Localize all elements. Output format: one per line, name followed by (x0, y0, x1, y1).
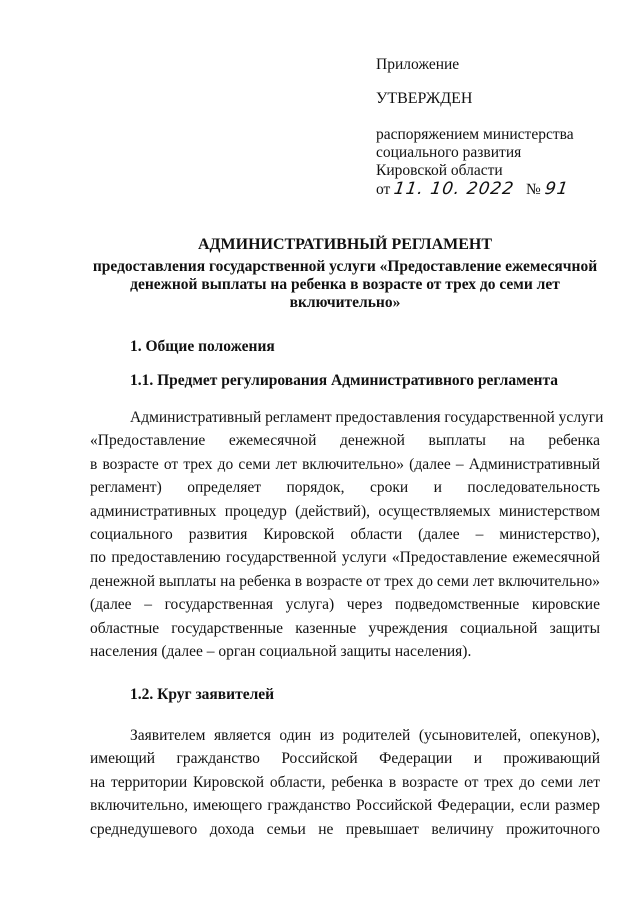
paragraph-line: Заявителем является один из родителей (усыновителей, опекунов), (130, 727, 600, 744)
title-line: включительно» (289, 294, 401, 311)
order-line: Кировской области (376, 162, 503, 179)
paragraph-line: областные государственные казенные учреждения социальной защиты (90, 619, 600, 637)
paragraph-line: по предоставлению государственной услуги «Предоставление ежемесячной (90, 549, 600, 567)
order-line: распоряжением министерства (376, 126, 574, 143)
paragraph-line: на территории Кировской области, ребенка в возрасте от трех до семи лет (90, 773, 600, 791)
paragraph-subject (90, 406, 604, 663)
paragraph-line: Административный регламент предоставления государственной услуги (130, 409, 604, 426)
paragraph-line: социального развития Кировской области (далее – министерство), (90, 525, 600, 543)
paragraph-line: среднедушевого дохода семьи не превышает величину прожиточного (90, 820, 600, 838)
paragraph-line: регламент) определяет порядок, сроки и последовательность (90, 479, 600, 497)
approval-block (376, 56, 616, 199)
order-line: социального развития (376, 144, 522, 161)
order-date-line (376, 180, 616, 199)
date-prefix: от (376, 181, 391, 198)
section-heading-1-1: 1.1. Предмет регулирования Административного регламента (130, 372, 559, 389)
paragraph-line: населения (далее – орган социальной защиты населения). (90, 642, 472, 660)
paragraph-line: денежной выплаты на ребенка в возрасте от трех до семи лет включительно» (90, 572, 600, 590)
paragraph-line: включительно, имеющего гражданство Российской Федерации, если размер (90, 797, 600, 815)
paragraph-line: в возрасте от трех до семи лет включительно» (далее – Административный (90, 455, 600, 473)
document-title (90, 236, 600, 312)
title-line: денежной выплаты на ребенка в возрасте от трех до семи лет (130, 276, 560, 293)
title-line: предоставления государственной услуги «Предоставление ежемесячной (92, 258, 598, 275)
section-heading-1-2: 1.2. Круг заявителей (130, 686, 275, 703)
paragraph-line: административных процедур (действий), осуществляемых министерством (90, 502, 600, 520)
appendix-label: Приложение (376, 56, 460, 73)
paragraph-line: «Предоставление ежемесячной денежной выплаты на ребенка (90, 432, 600, 450)
paragraph-line: имеющий гражданство Российской Федерации и проживающий (90, 750, 600, 768)
approved-label: УТВЕРЖДЕН (376, 90, 473, 107)
handwritten-date: 11. 10. 2022 (392, 179, 516, 199)
section-heading-1: 1. Общие положения (130, 338, 275, 355)
number-sign: № (525, 181, 541, 198)
handwritten-number: 91 (543, 179, 570, 199)
paragraph-line: (далее – государственная услуга) через подведомственные кировские (90, 596, 600, 614)
title-main: АДМИНИСТРАТИВНЫЙ РЕГЛАМЕНТ (197, 236, 493, 253)
paragraph-applicants (90, 724, 600, 841)
